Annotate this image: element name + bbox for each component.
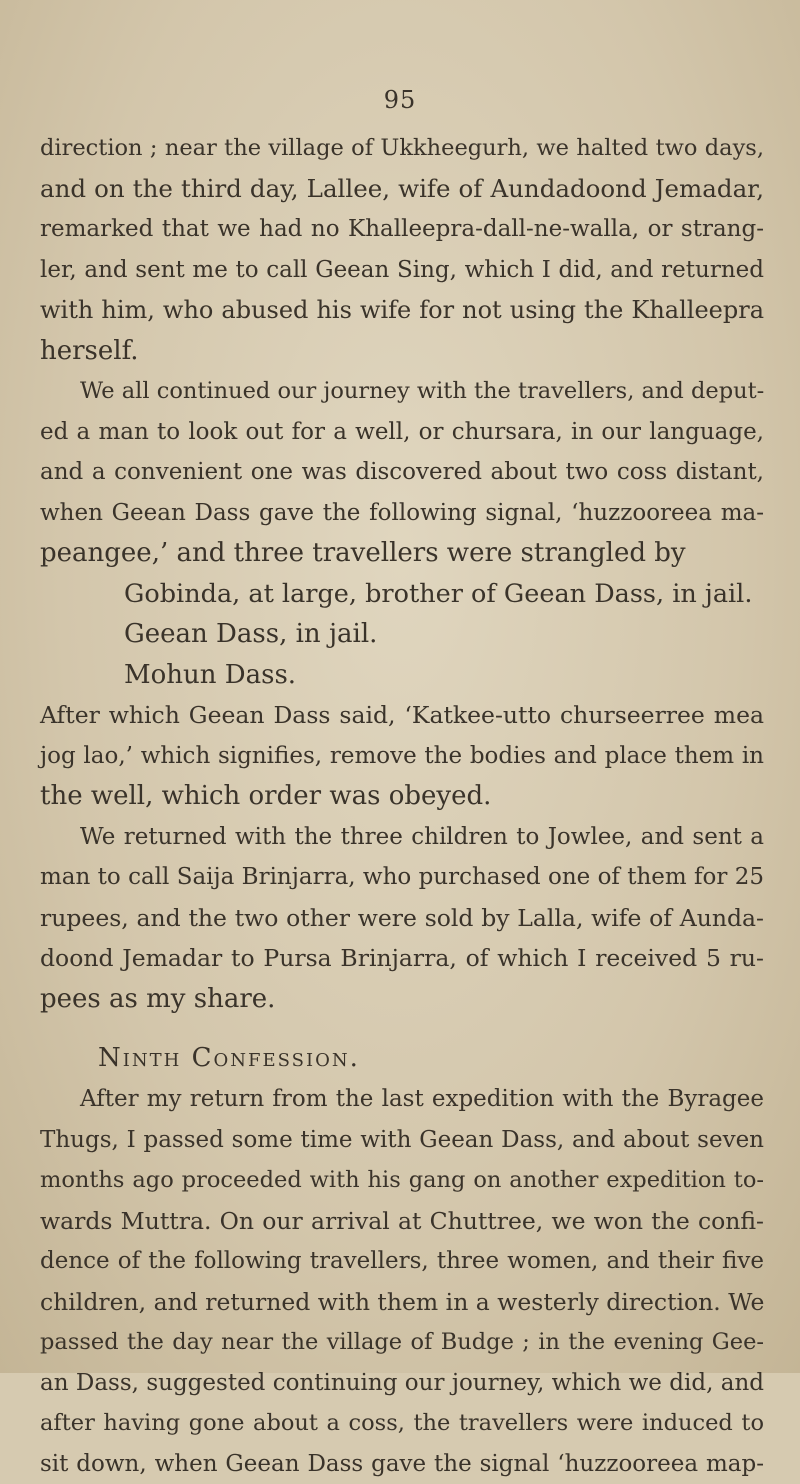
text-line: remarked that we had no Khalleepra-dall-ne-walla, or strang- xyxy=(40,209,764,250)
text-line: an Dass, suggested continuing our journey, which we did, and xyxy=(40,1363,764,1404)
section-heading: Ninth Confession. xyxy=(40,1019,764,1079)
text-line: ler, and sent me to call Geean Sing, which I did, and returned xyxy=(40,250,764,291)
text-line: sit down, when Geean Dass gave the signal ‘huzzooreea map- xyxy=(40,1444,764,1484)
text-line: dence of the following travellers, three women, and their five xyxy=(40,1241,764,1282)
text-line: direction ; near the village of Ukkheegurh, we halted two days, xyxy=(40,128,764,169)
text-line: wards Muttra. On our arrival at Chuttree, we won the confi- xyxy=(40,1201,764,1242)
text-line: and on the third day, Lallee, wife of Aundadoond Jemadar, xyxy=(40,169,764,210)
text-line: man to call Saija Brinjarra, who purchased one of them for 25 xyxy=(40,857,764,898)
text-line: children, and returned with them in a westerly direction. We xyxy=(40,1282,764,1323)
text-line: months ago proceeded with his gang on another expedition to- xyxy=(40,1160,764,1201)
text-line: peangee,’ and three travellers were strangled by xyxy=(40,533,764,574)
text-line: rupees, and the two other were sold by Lalla, wife of Aunda- xyxy=(40,898,764,939)
text-line: After my return from the last expedition with the Byragee xyxy=(40,1079,764,1120)
text-line: After which Geean Dass said, ‘Katkee-utto churseerree mea xyxy=(40,695,764,736)
text-line: the well, which order was obeyed. xyxy=(40,776,764,817)
text-line: passed the day near the village of Budge ; in the evening Gee- xyxy=(40,1322,764,1363)
text-line: doond Jemadar to Pursa Brinjarra, of which I received 5 ru- xyxy=(40,938,764,979)
text-line: after having gone about a coss, the travellers were induced to xyxy=(40,1403,764,1444)
victim-list-item: Mohun Dass. xyxy=(40,655,764,696)
text-line: with him, who abused his wife for not using the Khalleepra xyxy=(40,290,764,331)
text-line: ed a man to look out for a well, or chursara, in our language, xyxy=(40,412,764,453)
text-line: and a convenient one was discovered about two coss distant, xyxy=(40,452,764,493)
page-number: 95 xyxy=(0,86,800,114)
text-line: herself. xyxy=(40,331,764,372)
text-line: We all continued our journey with the travellers, and deput- xyxy=(40,371,764,412)
text-line: when Geean Dass gave the following signal, ‘huzzooreea ma- xyxy=(40,493,764,534)
text-line: jog lao,’ which signifies, remove the bodies and place them in xyxy=(40,736,764,777)
text-line: Thugs, I passed some time with Geean Dass, and about seven xyxy=(40,1120,764,1161)
page-text xyxy=(40,128,764,1484)
victim-list-item: Gobinda, at large, brother of Geean Dass, in jail. xyxy=(40,574,764,615)
text-line: pees as my share. xyxy=(40,979,764,1020)
text-line: We returned with the three children to Jowlee, and sent a xyxy=(40,817,764,858)
victim-list-item: Geean Dass, in jail. xyxy=(40,614,764,655)
